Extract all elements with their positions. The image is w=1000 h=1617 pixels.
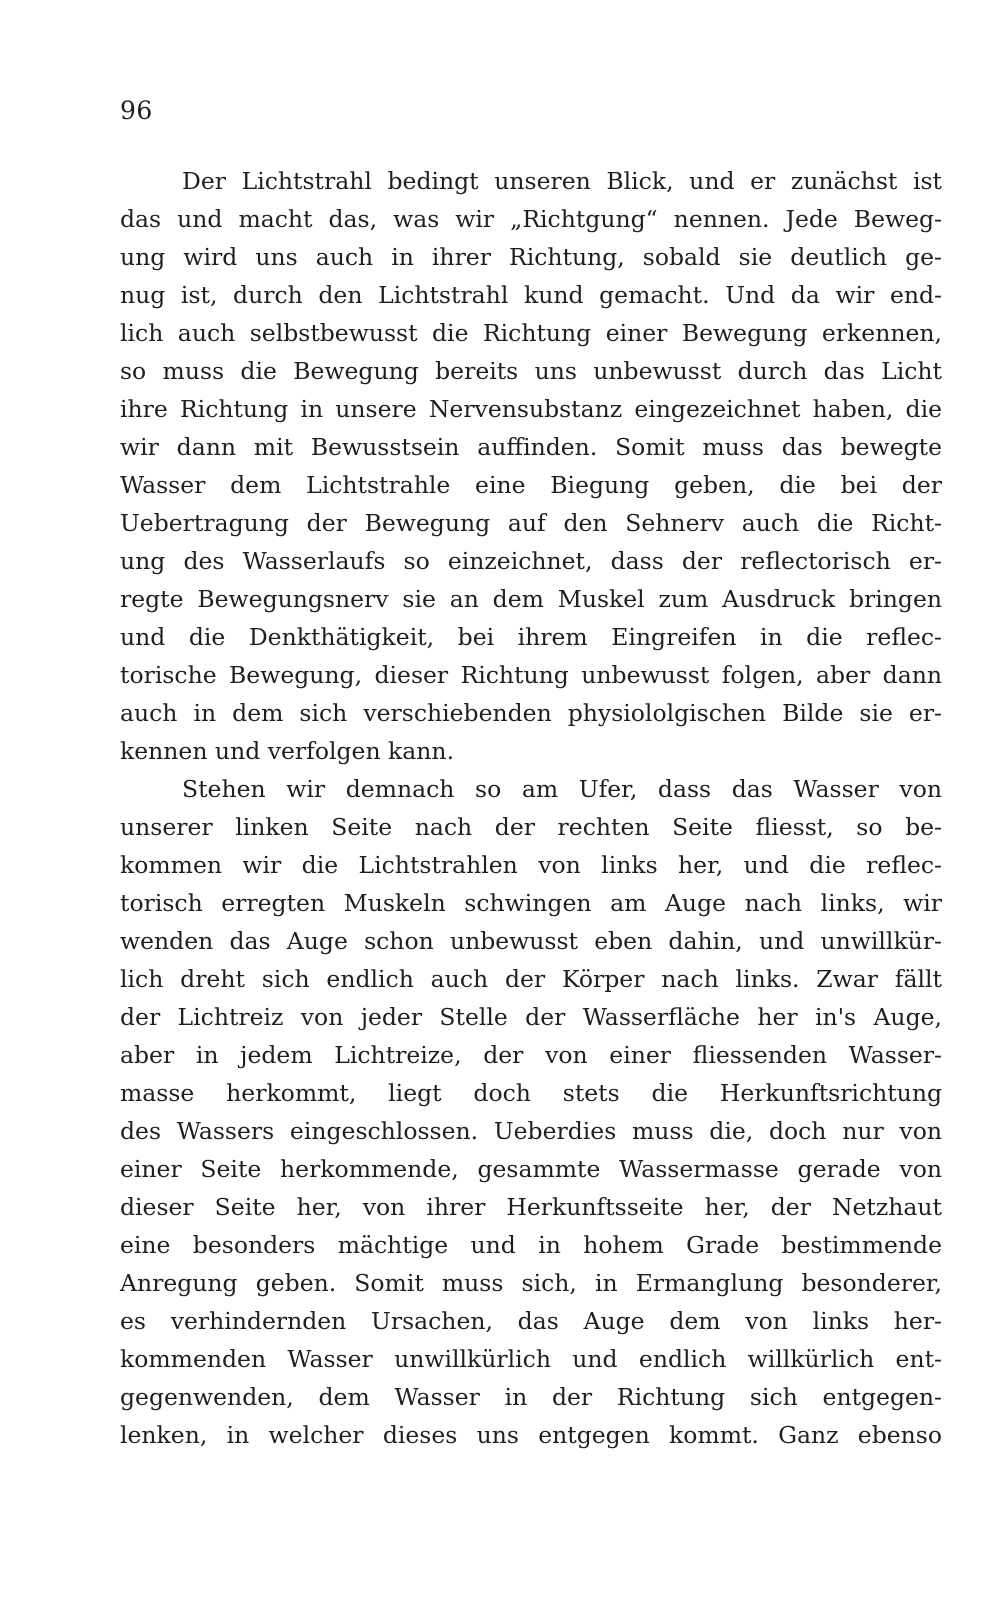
body-text (120, 162, 942, 1454)
text-line: masse herkommt, liegt doch stets die Herkunftsrichtung (120, 1079, 942, 1107)
text-line: Wasser dem Lichtstrahle eine Biegung geben, die bei der (120, 471, 942, 499)
text-line: torische Bewegung, dieser Richtung unbewusst folgen, aber dann (120, 661, 942, 689)
text-line: eine besonders mächtige und in hohem Grade bestimmende (120, 1231, 942, 1259)
page-number: 96 (120, 96, 153, 125)
text-line: kennen und verfolgen kann. (120, 737, 455, 765)
text-line: das und macht das, was wir „Richtgung“ nennen. Jede Beweg- (120, 205, 942, 233)
text-line: lich auch selbstbewusst die Richtung einer Bewegung erkennen, (120, 319, 942, 347)
text-line: kommen wir die Lichtstrahlen von links her, und die reflec- (120, 851, 942, 879)
text-line: Anregung geben. Somit muss sich, in Ermanglung besonderer, (120, 1269, 942, 1297)
text-line: dieser Seite her, von ihrer Herkunftsseite her, der Netzhaut (120, 1193, 942, 1221)
text-line: lich dreht sich endlich auch der Körper nach links. Zwar fällt (120, 965, 942, 993)
text-line: ung wird uns auch in ihrer Richtung, sobald sie deutlich ge- (120, 243, 942, 271)
text-line: regte Bewegungsnerv sie an dem Muskel zum Ausdruck bringen (120, 585, 942, 613)
text-line: einer Seite herkommende, gesammte Wassermasse gerade von (120, 1155, 942, 1183)
text-line: und die Denkthätigkeit, bei ihrem Eingreifen in die reflec- (120, 623, 942, 651)
text-line: unserer linken Seite nach der rechten Seite fliesst, so be- (120, 813, 942, 841)
text-line: Der Lichtstrahl bedingt unseren Blick, und er zunächst ist (182, 167, 942, 195)
text-line: torisch erregten Muskeln schwingen am Auge nach links, wir (120, 889, 942, 917)
text-line: Stehen wir demnach so am Ufer, dass das Wasser von (182, 775, 942, 803)
text-line: so muss die Bewegung bereits uns unbewusst durch das Licht (120, 357, 942, 385)
text-line: lenken, in welcher dieses uns entgegen kommt. Ganz ebenso (120, 1421, 942, 1449)
text-line: Uebertragung der Bewegung auf den Sehnerv auch die Richt- (120, 509, 942, 537)
paragraph-2 (120, 770, 942, 1454)
text-line: wir dann mit Bewusstsein auffinden. Somit muss das bewegte (120, 433, 942, 461)
paragraph-1 (120, 162, 942, 770)
text-line: gegenwenden, dem Wasser in der Richtung sich entgegen- (120, 1383, 942, 1411)
text-line: aber in jedem Lichtreize, der von einer fliessenden Wasser- (120, 1041, 942, 1069)
text-line: kommenden Wasser unwillkürlich und endlich willkürlich ent- (120, 1345, 942, 1373)
text-line: des Wassers eingeschlossen. Ueberdies muss die, doch nur von (120, 1117, 942, 1145)
text-line: ung des Wasserlaufs so einzeichnet, dass der reflectorisch er- (120, 547, 942, 575)
text-line: nug ist, durch den Lichtstrahl kund gemacht. Und da wir end- (120, 281, 942, 309)
text-line: ihre Richtung in unsere Nervensubstanz eingezeichnet haben, die (120, 395, 942, 423)
text-line: der Lichtreiz von jeder Stelle der Wasserfläche her in's Auge, (120, 1003, 942, 1031)
text-line: auch in dem sich verschiebenden physiololgischen Bilde sie er- (120, 699, 942, 727)
text-line: es verhindernden Ursachen, das Auge dem von links her- (120, 1307, 942, 1335)
text-line: wenden das Auge schon unbewusst eben dahin, und unwillkür- (120, 927, 942, 955)
